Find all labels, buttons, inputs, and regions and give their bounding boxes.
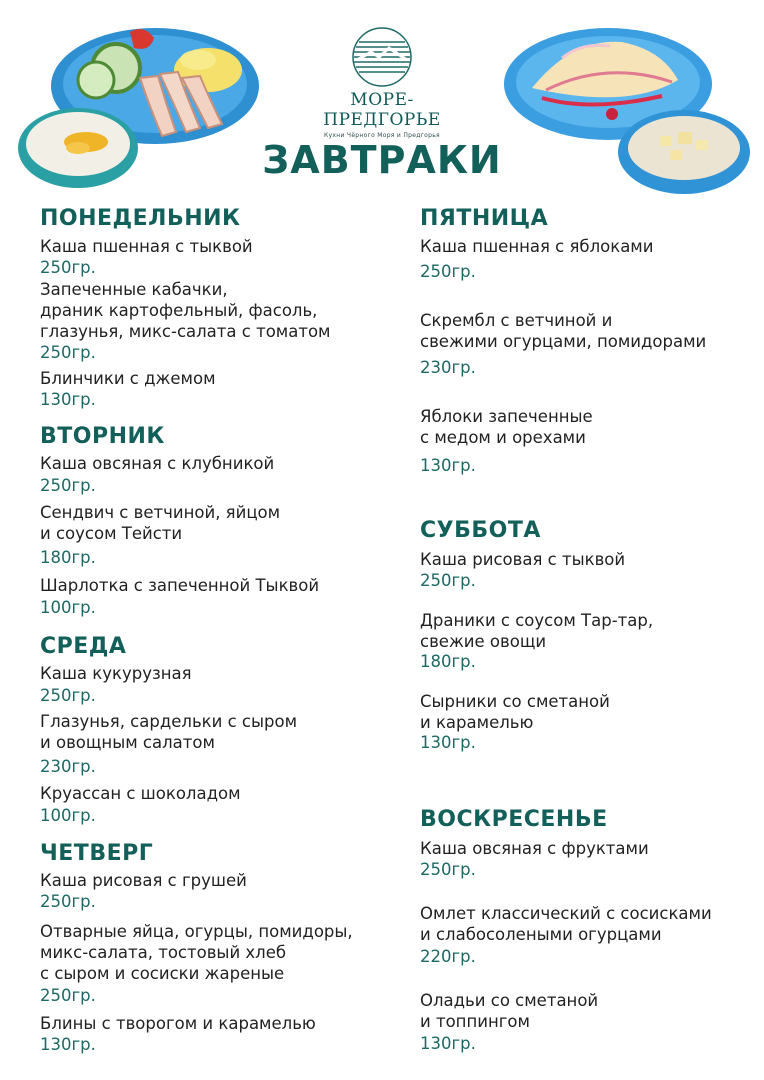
dish-weight: 250гр. bbox=[420, 860, 476, 879]
dish-name: Блинчики с джемом bbox=[40, 369, 216, 388]
dish-weight: 230гр. bbox=[40, 757, 96, 776]
dish-name: Каша овсяная с фруктами bbox=[420, 839, 649, 858]
dish-weight: 100гр. bbox=[40, 598, 96, 617]
mountain-sea-logo-icon bbox=[351, 26, 413, 88]
day-title-thursday: ЧЕТВЕРГ bbox=[40, 841, 154, 866]
brand-logo bbox=[296, 26, 468, 139]
page-title: ЗАВТРАКИ bbox=[262, 138, 502, 182]
dish-weight: 250гр. bbox=[40, 476, 96, 495]
menu-header bbox=[0, 0, 764, 200]
dish-weight: 250гр. bbox=[40, 343, 96, 362]
dish-name: Сендвич с ветчиной, яйцом и соусом Тейсти bbox=[40, 503, 281, 543]
dish-name: Сырники со сметаной и карамелью bbox=[420, 692, 610, 732]
dish-name: Каша пшенная с яблоками bbox=[420, 237, 654, 256]
dish-weight: 130гр. bbox=[40, 390, 96, 409]
day-title-tuesday: ВТОРНИК bbox=[40, 424, 165, 449]
day-title-monday: ПОНЕДЕЛЬНИК bbox=[40, 206, 241, 231]
dish-weight: 250гр. bbox=[40, 258, 96, 277]
day-title-wednesday: СРЕДА bbox=[40, 634, 127, 659]
dish-name: Шарлотка с запеченной Тыквой bbox=[40, 576, 320, 595]
dish-weight: 130гр. bbox=[40, 1035, 96, 1054]
brand-name: МОРЕ-ПРЕДГОРЬЕ bbox=[323, 90, 441, 130]
dish-weight: 230гр. bbox=[420, 358, 476, 377]
dish-weight: 180гр. bbox=[420, 652, 476, 671]
dish-name: Блины с творогом и карамелью bbox=[40, 1014, 316, 1033]
dish-name: Драники с соусом Тар-тар, свежие овощи bbox=[420, 611, 654, 651]
dish-name: Каша овсяная с клубникой bbox=[40, 454, 275, 473]
dish-weight: 250гр. bbox=[40, 686, 96, 705]
dish-name: Каша кукурузная bbox=[40, 664, 192, 683]
dish-weight: 220гр. bbox=[420, 947, 476, 966]
dish-weight: 250гр. bbox=[40, 986, 96, 1005]
day-title-saturday: СУББОТА bbox=[420, 518, 541, 543]
dish-name: Оладьи со сметаной и топпингом bbox=[420, 991, 599, 1031]
dish-name: Запеченные кабачки, драник картофельный, фасоль, глазунья, микс-салата с томатом bbox=[40, 280, 331, 341]
dish-name: Каша рисовая с тыквой bbox=[420, 550, 626, 569]
dish-weight: 130гр. bbox=[420, 733, 476, 752]
dish-name: Каша пшенная с тыквой bbox=[40, 237, 253, 256]
dish-weight: 130гр. bbox=[420, 456, 476, 475]
dish-name: Отварные яйца, огурцы, помидоры, микс-салата, тостовый хлеб с сыром и сосиски жареные bbox=[40, 922, 353, 983]
dish-name: Круассан с шоколадом bbox=[40, 784, 241, 803]
dish-name: Яблоки запеченные с медом и орехами bbox=[420, 407, 593, 447]
dish-name: Каша рисовая с грушей bbox=[40, 871, 247, 890]
dish-name: Омлет классический с сосисками и слабосолеными огурцами bbox=[420, 904, 712, 944]
dish-weight: 180гр. bbox=[40, 548, 96, 567]
day-title-friday: ПЯТНИЦА bbox=[420, 206, 549, 231]
dish-name: Скрембл с ветчиной и свежими огурцами, помидорами bbox=[420, 311, 707, 351]
dish-weight: 130гр. bbox=[420, 1034, 476, 1053]
dish-weight: 100гр. bbox=[40, 806, 96, 825]
dish-weight: 250гр. bbox=[40, 892, 96, 911]
dish-weight: 250гр. bbox=[420, 262, 476, 281]
dish-name: Глазунья, сардельки с сыром и овощным салатом bbox=[40, 712, 298, 752]
dish-weight: 250гр. bbox=[420, 571, 476, 590]
day-title-sunday: ВОСКРЕСЕНЬЕ bbox=[420, 807, 608, 832]
brand-tagline: Кухни Чёрного Моря и Предгорья bbox=[324, 132, 440, 139]
